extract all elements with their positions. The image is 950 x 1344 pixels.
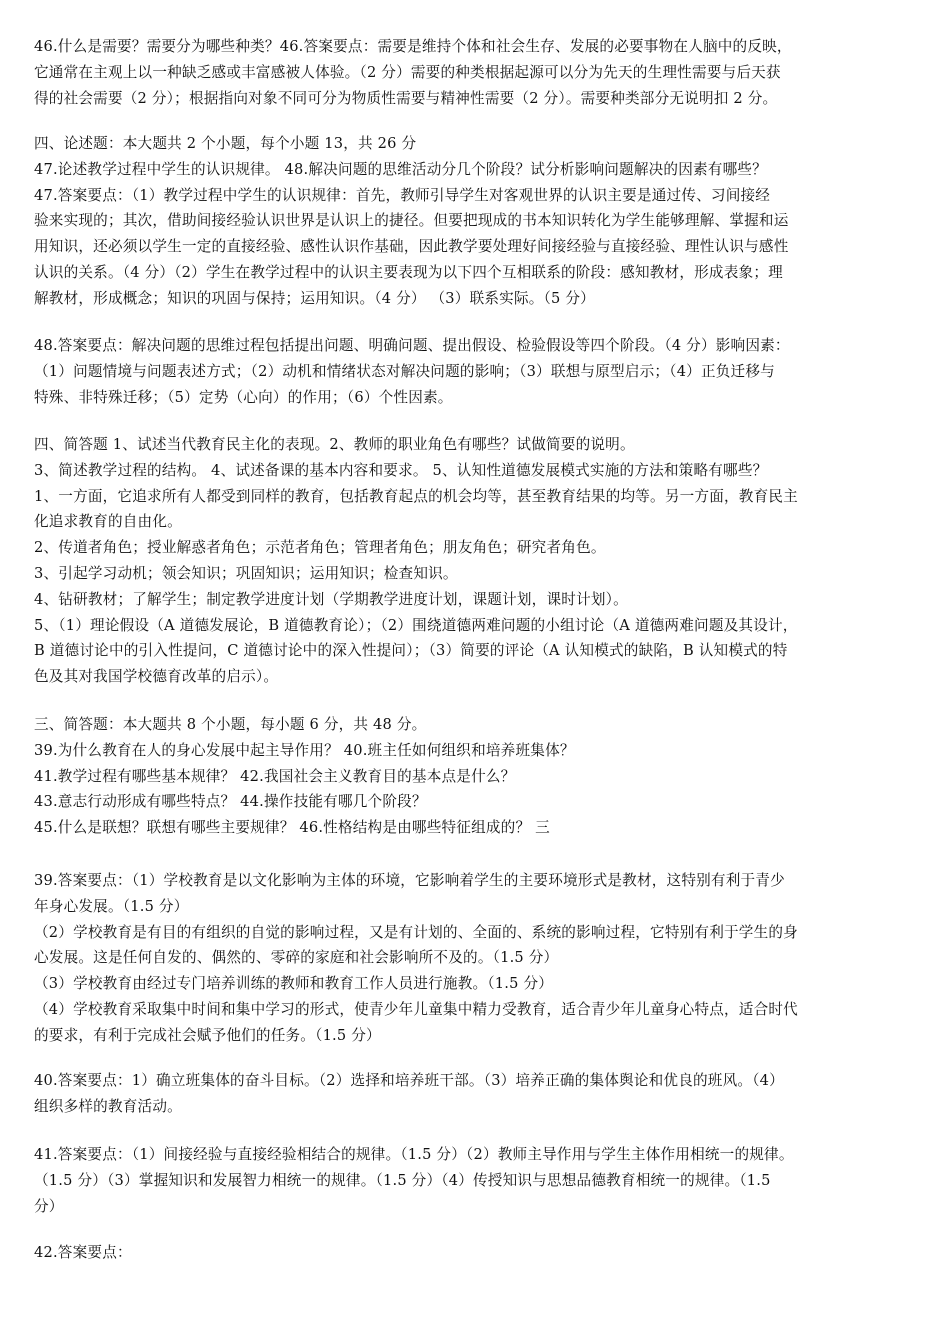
text-line: 47.答案要点：（1）教学过程中学生的认识规律：首先，教师引导学生对客观世界的认识主要是通过传、习间接经: [34, 186, 771, 204]
question-line: 41.教学过程有哪些基本规律？ 42.我国社会主义教育目的基本点是什么？: [34, 767, 516, 785]
short-answer-section-2: [34, 712, 916, 841]
text-line: 2、传道者角色；授业解惑者角色；示范者角色；管理者角色；朋友角色；研究者角色。: [34, 539, 606, 557]
question-line: 45.什么是联想？联想有哪些主要规律？ 46.性格结构是由哪些特征组成的？ 三: [34, 819, 550, 837]
text-line: 组织多样的教育活动。: [34, 1097, 182, 1115]
text-line: 验来实现的；其次，借助间接经验认识世界是认识上的捷径。但要把现成的书本知识转化为学生能够理解、掌握和运: [34, 212, 789, 230]
q41-answer-paragraph: [34, 1142, 916, 1219]
text-line: 色及其对我国学校德育改革的启示）。: [34, 668, 279, 686]
text-line: 4、钻研教材；了解学生；制定教学进度计划（学期教学进度计划，课题计划，课时计划）。: [34, 590, 628, 608]
section-heading: 三、简答题：本大题共 8 个小题，每小题 6 分，共 48 分。: [34, 716, 427, 733]
text-line: 5、（1）理论假设（A 道德发展论，B 道德教育论）；（2）围绕道德两难问题的小组讨论（A 道德两难问题及其设计，: [34, 616, 798, 634]
text-line: 40.答案要点：1）确立班集体的奋斗目标。（2）选择和培养班干部。（3）培养正确的集体舆论和优良的班风。（4）: [34, 1072, 784, 1089]
text-line: （1.5 分）（3）掌握知识和发展智力相统一的规律。（1.5 分）（4）传授知识与思想品德教育相统一的规律。（1.5: [34, 1171, 771, 1189]
section-heading: 四、论述题：本大题共 2 个小题，每个小题 13，共 26 分: [34, 135, 417, 152]
q40-answer-paragraph: [34, 1068, 916, 1120]
question-line: 43.意志行动形成有哪些特点？ 44.操作技能有哪几个阶段？: [34, 793, 427, 811]
text-line: 得的社会需要（2 分）；根据指向对象不同可分为物质性需要与精神性需要（2 分）。需要种类部分无说明扣 2 分。: [34, 89, 778, 107]
question-line: 3、简述教学过程的结构。 4、试述备课的基本内容和要求。 5、认知性道德发展模式实施的方法和策略有哪些？: [34, 461, 768, 479]
text-line: （1）问题情境与问题表述方式；（2）动机和情绪状态对解决问题的影响；（3）联想与原型启示；（4）正负迁移与: [34, 362, 775, 380]
text-line: 特殊、非特殊迁移；（5）定势（心向）的作用；（6）个性因素。: [34, 388, 453, 406]
text-line: B 道德讨论中的引入性提问，C 道德讨论中的深入性提问）；（3）简要的评论（A 认知模式的缺陷，B 认知模式的特: [34, 642, 788, 660]
text-line: 解教材，形成概念；知识的巩固与保持；运用知识。（4 分） （3）联系实际。（5 分）: [34, 289, 595, 307]
text-line: 1、一方面，它追求所有人都受到同样的教育，包括教育起点的机会均等，甚至教育结果的均等。另一方面，教育民主: [34, 487, 798, 505]
text-line: （4）学校教育采取集中时间和集中学习的形式，使青少年儿童集中精力受教育，适合青少年儿童身心特点，适合时代: [34, 1000, 798, 1018]
text-line: 分）: [34, 1197, 64, 1215]
text-line: 心发展。这是任何自发的、偶然的、零碎的家庭和社会影响所不及的。（1.5 分）: [34, 949, 559, 967]
q42-answer-paragraph: [34, 1240, 916, 1266]
text-line: 年身心发展。（1.5 分）: [34, 897, 189, 915]
q39-answer-paragraph: [34, 868, 916, 1049]
question-line: 47.论述教学过程中学生的认识规律。 48.解决问题的思维活动分几个阶段？试分析影响问题解决的因素有哪些？: [34, 160, 767, 178]
text-line: 48.答案要点：解决问题的思维过程包括提出问题、明确问题、提出假设、检验假设等四个阶段。（4 分）影响因素：: [34, 337, 790, 354]
text-line: 的要求，有利于完成社会赋予他们的任务。（1.5 分）: [34, 1026, 381, 1044]
text-line: （3）学校教育由经过专门培养训练的教师和教育工作人员进行施教。（1.5 分）: [34, 975, 554, 993]
text-line: 化追求教育的自由化。: [34, 513, 182, 531]
short-answer-section-1: [34, 432, 916, 690]
text-line: 用知识，还必须以学生一定的直接经验、感性认识作基础，因此教学要处理好间接经验与直接经验、理性认识与感性: [34, 238, 789, 256]
text-line: 42.答案要点：: [34, 1244, 132, 1261]
section-heading: 四、简答题 1、试述当代教育民主化的表现。2、教师的职业角色有哪些？试做简要的说明。: [34, 436, 635, 453]
text-line: 3、引起学习动机；领会知识；巩固知识；运用知识；检查知识。: [34, 564, 458, 582]
essay-section: [34, 131, 916, 312]
text-line: 认识的关系。（4 分）（2）学生在教学过程中的认识主要表现为以下四个互相联系的阶段：感知教材，形成表象；理: [34, 263, 783, 281]
text-line: 39.答案要点：（1）学校教育是以文化影响为主体的环境，它影响着学生的主要环境形式是教材，这特别有利于青少: [34, 872, 785, 889]
q46-answer-paragraph: [34, 34, 916, 111]
text-line: 它通常在主观上以一种缺乏感或丰富感被人体验。（2 分）需要的种类根据起源可以分为先天的生理性需要与后天获: [34, 63, 781, 81]
question-line: 39.为什么教育在人的身心发展中起主导作用？ 40.班主任如何组织和培养班集体？: [34, 741, 575, 759]
text-line: 41.答案要点：（1）间接经验与直接经验相结合的规律。（1.5 分）（2）教师主导作用与学生主体作用相统一的规律。: [34, 1146, 794, 1163]
q48-answer-paragraph: [34, 333, 916, 410]
text-line: 46.什么是需要？需要分为哪些种类？46.答案要点：需要是维持个体和社会生存、发展的必要事物在人脑中的反映，: [34, 38, 792, 55]
text-line: （2）学校教育是有目的有组织的自觉的影响过程，又是有计划的、全面的、系统的影响过程，它特别有利于学生的身: [34, 923, 798, 941]
